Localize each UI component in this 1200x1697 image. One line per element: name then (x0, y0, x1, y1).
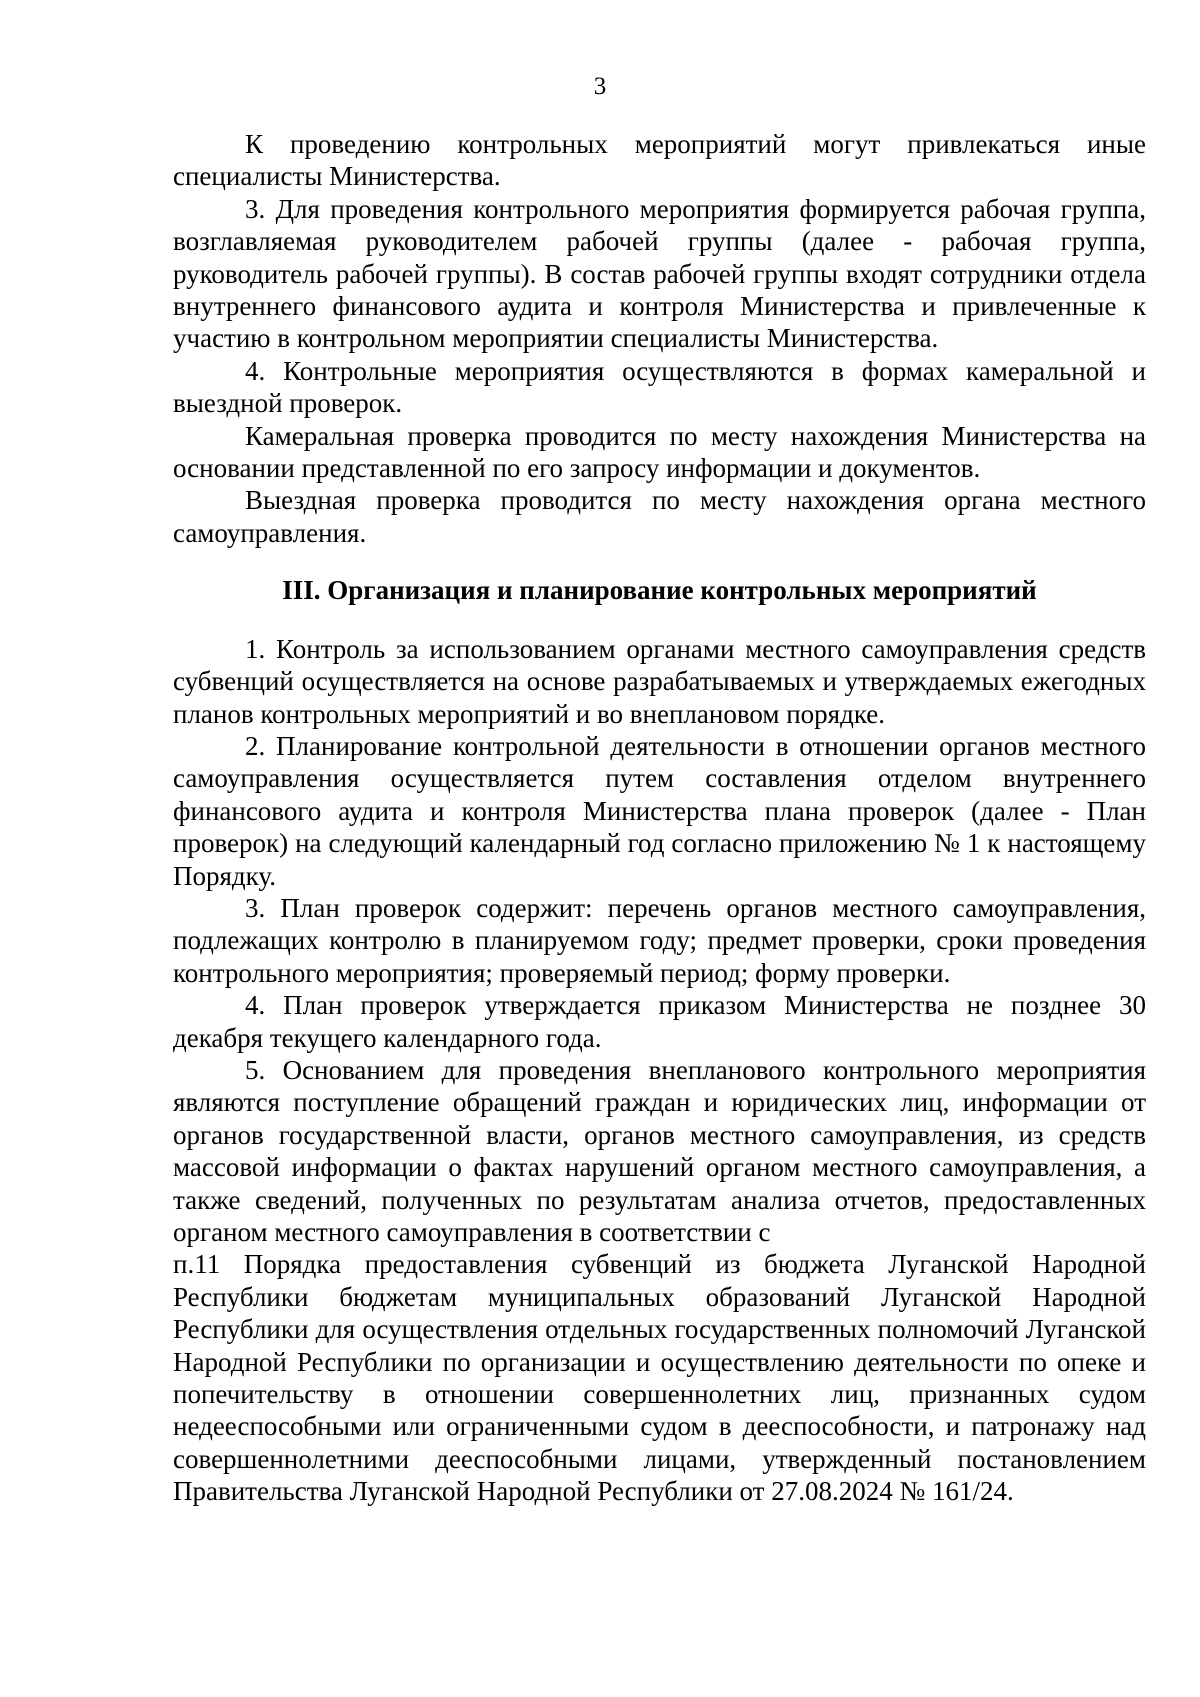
paragraph-control-basis: 1. Контроль за использованием органами местного самоуправления средств субвенций осуществляется на основе разрабатываемых и утверждаемых ежегодных планов контрольных мероприятий и во внеплановом порядке. (173, 633, 1146, 729)
document-body (173, 128, 1146, 1508)
paragraph-subvention-procedure: п.11 Порядка предоставления субвенций из бюджета Луганской Народной Республики бюджетам муниципальных образований Луганской Народной Республики для осуществления отдельных государственных полномочий Луганской Народной Республики по организации и осуществлению деятельности по опеке и попечительству в отношении совершеннолетних лиц, признанных судом недееспособными или ограниченными судом в дееспособности, и патронажу над совершеннолетними дееспособными лицами, утвержденный постановлением Правительства Луганской Народной Республики от 27.08.2024 № 161/24. (173, 1249, 1146, 1507)
paragraph-plan-contents: 3. План проверок содержит: перечень органов местного самоуправления, подлежащих контролю в планируемом году; предмет проверки, сроки проведения контрольного мероприятия; проверяемый период; форму проверки. (173, 892, 1146, 988)
section-heading: III. Организация и планирование контрольных мероприятий (282, 575, 1037, 606)
paragraph-specialists: К проведению контрольных мероприятий могут привлекаться иные специалисты Министерства. (173, 129, 1146, 192)
paragraph-desk-inspection: Камеральная проверка проводится по месту нахождения Министерства на основании представленной по его запросу информации и документов. (173, 420, 1146, 484)
paragraph-plan-approval: 4. План проверок утверждается приказом Министерства не позднее 30 декабря текущего календарного года. (173, 990, 1146, 1053)
paragraph-working-group: 3. Для проведения контрольного мероприятия формируется рабочая группа, возглавляемая руководителем рабочей группы (далее - рабочая группа, руководитель рабочей группы). В состав рабочей группы входят сотрудники отдела внутреннего финансового аудита и контроля Министерства и привлеченные к участию в контрольном мероприятии специалисты Министерства. (173, 193, 1146, 354)
paragraph-field-inspection: Выездная проверка проводится по месту нахождения органа местного самоуправления. (173, 485, 1146, 548)
paragraph-unscheduled-grounds: 5. Основанием для проведения внепланового контрольного мероприятия являются поступление обращений граждан и юридических лиц, информации от органов государственной власти, органов местного самоуправления, из средств массовой информации о фактах нарушений органом местного самоуправления, а также сведений, полученных по результатам анализа отчетов, предоставленных органом местного самоуправления в соответствии с (173, 1054, 1146, 1247)
paragraph-planning: 2. Планирование контрольной деятельности в отношении органов местного самоуправления осуществляется путем составления отделом внутреннего финансового аудита и контроля Министерства плана проверок (далее - План проверок) на следующий календарный год согласно приложению № 1 к настоящему Порядку. (173, 730, 1146, 891)
paragraph-forms-of-inspection: 4. Контрольные мероприятия осуществляются в формах камеральной и выездной проверок. (173, 355, 1146, 419)
page-number: 3 (593, 73, 607, 100)
